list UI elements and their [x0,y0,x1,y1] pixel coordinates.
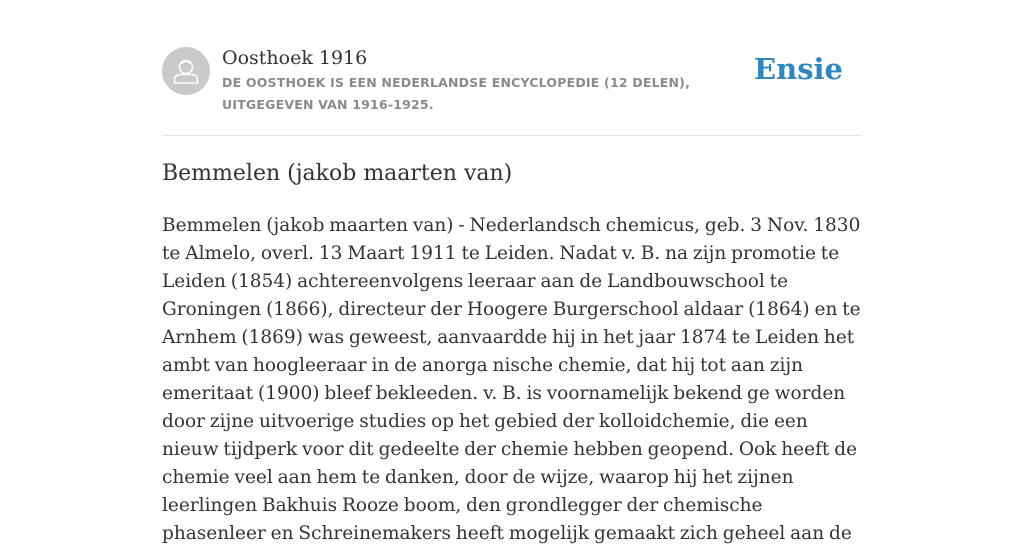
ensie-logo[interactable]: Ensie [754,52,843,86]
source-header [162,46,862,116]
entry-title: Bemmelen (jakob maarten van) [162,161,513,186]
source-description: DE OOSTHOEK IS EEN NEDERLANDSE ENCYCLOPEDIE (12 DELEN), UITGEGEVEN VAN 1916-1925. [222,75,691,112]
entry-body: Bemmelen (jakob maarten van) - Nederlandsch chemicus, geb. 3 Nov. 1830 te Almelo, overl. 13 Maart 1911 te Leiden. Nadat v. B. na zijn promotie te Leiden (1854) achtereenvolgens leeraar aan de Landbouwschool te Groningen (1866), directeur der Hoogere Burgerschool aldaar (1864) en te Arnhem (1869) was geweest, aanvaardde hij in het jaar 1874 te Leiden het ambt van hoogleeraar in de anorga nische chemie, dat hij tot aan zijn emeritaat (1900) bleef bekleeden. v. B. is voornamelijk bekend ge worden door zijne uitvoerige studies op het gebied der kolloidchemie, die een nieuw tijdperk voor dit gedeelte der chemie hebben geopend. Ook heeft de chemie veel aan hem te danken, door de wijze, waarop hij het zijnen leerlingen Bakhuis Rooze boom, den grondlegger der chemische phasenleer en Schreinemakers heeft mogelijk gemaakt zich geheel aan de [162,215,861,544]
source-avatar[interactable] [162,47,210,95]
user-icon [162,47,210,95]
header-divider [162,135,862,136]
source-title[interactable]: Oosthoek 1916 [222,47,368,69]
